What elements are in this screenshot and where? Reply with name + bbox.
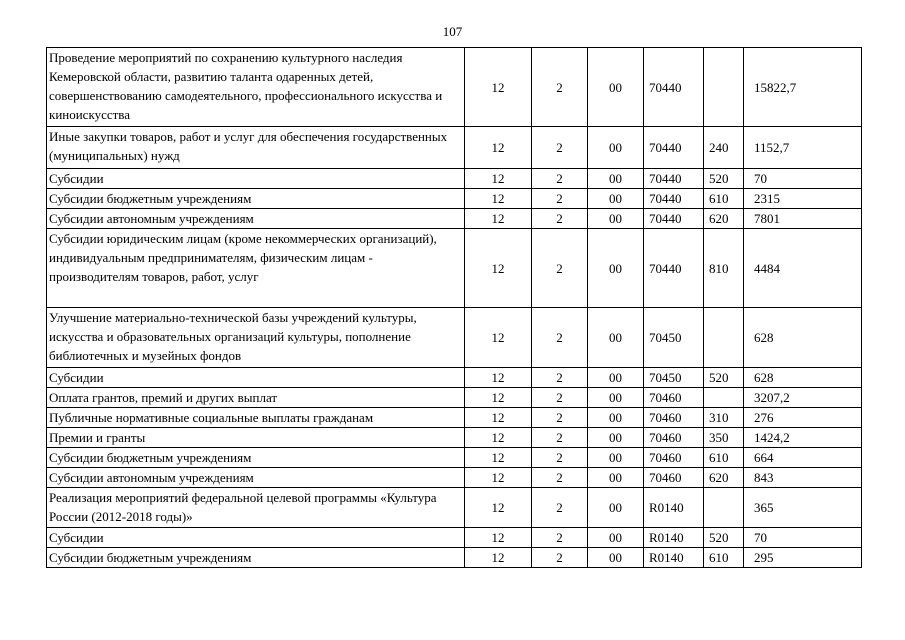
row-section: 12	[465, 548, 532, 568]
row-expense-type	[704, 308, 744, 368]
row-name: Субсидии бюджетным учреждениям	[47, 448, 465, 468]
row-target-code: 70440	[644, 48, 704, 127]
row-name: Субсидии	[47, 368, 465, 388]
row-target-code: R0140	[644, 488, 704, 528]
row-section: 12	[465, 368, 532, 388]
row-amount: 1424,2	[744, 428, 862, 448]
table-row	[47, 488, 862, 528]
row-program-code: 00	[588, 209, 644, 229]
row-subsection: 2	[532, 548, 588, 568]
row-target-code: 70440	[644, 229, 704, 308]
row-subsection: 2	[532, 169, 588, 189]
table-row	[47, 528, 862, 548]
row-subsection: 2	[532, 388, 588, 408]
table-row	[47, 189, 862, 209]
row-section: 12	[465, 127, 532, 169]
row-name: Улучшение материально-технической базы учреждений культуры, искусства и образовательных организаций культуры, пополнение библиотечных и музейных фондов	[47, 308, 465, 368]
table-row	[47, 368, 862, 388]
row-section: 12	[465, 189, 532, 209]
row-expense-type: 620	[704, 468, 744, 488]
row-name: Субсидии бюджетным учреждениям	[47, 189, 465, 209]
row-section: 12	[465, 528, 532, 548]
table-row	[47, 229, 862, 308]
row-target-code: 70450	[644, 368, 704, 388]
row-amount: 628	[744, 308, 862, 368]
row-expense-type: 240	[704, 127, 744, 169]
row-section: 12	[465, 308, 532, 368]
row-amount: 276	[744, 408, 862, 428]
row-expense-type	[704, 388, 744, 408]
row-name: Субсидии автономным учреждениям	[47, 209, 465, 229]
table-row	[47, 388, 862, 408]
row-target-code: 70440	[644, 169, 704, 189]
row-subsection: 2	[532, 127, 588, 169]
row-program-code: 00	[588, 368, 644, 388]
row-amount: 365	[744, 488, 862, 528]
row-subsection: 2	[532, 528, 588, 548]
table-row	[47, 448, 862, 468]
row-amount: 2315	[744, 189, 862, 209]
row-expense-type: 620	[704, 209, 744, 229]
row-section: 12	[465, 229, 532, 308]
row-subsection: 2	[532, 408, 588, 428]
row-expense-type: 310	[704, 408, 744, 428]
row-name: Иные закупки товаров, работ и услуг для обеспечения государственных (муниципальных) нужд	[47, 127, 465, 169]
row-target-code: 70460	[644, 428, 704, 448]
row-amount: 70	[744, 528, 862, 548]
row-subsection: 2	[532, 488, 588, 528]
row-subsection: 2	[532, 189, 588, 209]
row-section: 12	[465, 468, 532, 488]
row-expense-type: 350	[704, 428, 744, 448]
row-amount: 628	[744, 368, 862, 388]
row-program-code: 00	[588, 408, 644, 428]
budget-table	[46, 47, 862, 568]
row-expense-type: 520	[704, 368, 744, 388]
row-section: 12	[465, 408, 532, 428]
row-subsection: 2	[532, 48, 588, 127]
table-row	[47, 308, 862, 368]
row-target-code: 70440	[644, 127, 704, 169]
row-expense-type: 610	[704, 548, 744, 568]
row-section: 12	[465, 209, 532, 229]
row-subsection: 2	[532, 468, 588, 488]
row-name: Субсидии	[47, 528, 465, 548]
table-row	[47, 209, 862, 229]
row-amount: 70	[744, 169, 862, 189]
row-amount: 664	[744, 448, 862, 468]
table-row	[47, 169, 862, 189]
row-target-code: 70460	[644, 448, 704, 468]
row-name: Субсидии бюджетным учреждениям	[47, 548, 465, 568]
row-subsection: 2	[532, 229, 588, 308]
row-subsection: 2	[532, 308, 588, 368]
row-section: 12	[465, 48, 532, 127]
row-name: Субсидии автономным учреждениям	[47, 468, 465, 488]
row-program-code: 00	[588, 189, 644, 209]
table-row	[47, 468, 862, 488]
row-program-code: 00	[588, 388, 644, 408]
row-amount: 3207,2	[744, 388, 862, 408]
row-program-code: 00	[588, 169, 644, 189]
row-target-code: 70450	[644, 308, 704, 368]
row-expense-type	[704, 488, 744, 528]
row-program-code: 00	[588, 548, 644, 568]
table-row	[47, 127, 862, 169]
row-target-code: 70460	[644, 408, 704, 428]
table-row	[47, 48, 862, 127]
row-amount: 295	[744, 548, 862, 568]
row-program-code: 00	[588, 308, 644, 368]
row-section: 12	[465, 488, 532, 528]
row-program-code: 00	[588, 528, 644, 548]
row-expense-type: 610	[704, 448, 744, 468]
row-name: Премии и гранты	[47, 428, 465, 448]
row-program-code: 00	[588, 127, 644, 169]
row-subsection: 2	[532, 428, 588, 448]
page-number: 107	[442, 24, 463, 39]
row-name: Публичные нормативные социальные выплаты гражданам	[47, 408, 465, 428]
row-subsection: 2	[532, 448, 588, 468]
row-target-code: R0140	[644, 548, 704, 568]
row-amount: 1152,7	[744, 127, 862, 169]
row-program-code: 00	[588, 428, 644, 448]
table-body	[47, 48, 862, 568]
row-program-code: 00	[588, 488, 644, 528]
row-expense-type: 520	[704, 169, 744, 189]
row-target-code: R0140	[644, 528, 704, 548]
row-name: Субсидии юридическим лицам (кроме некоммерческих организаций), индивидуальным предпринимателям, физическим лицам - производителям товаров, работ, услуг	[47, 229, 465, 308]
row-name: Оплата грантов, премий и других выплат	[47, 388, 465, 408]
row-target-code: 70440	[644, 189, 704, 209]
row-subsection: 2	[532, 209, 588, 229]
row-expense-type	[704, 48, 744, 127]
row-expense-type: 520	[704, 528, 744, 548]
row-name: Субсидии	[47, 169, 465, 189]
row-name: Реализация мероприятий федеральной целевой программы «Культура России (2012-2018 годы)»	[47, 488, 465, 528]
row-program-code: 00	[588, 229, 644, 308]
row-amount: 4484	[744, 229, 862, 308]
row-target-code: 70440	[644, 209, 704, 229]
row-program-code: 00	[588, 468, 644, 488]
row-target-code: 70460	[644, 468, 704, 488]
row-amount: 7801	[744, 209, 862, 229]
row-program-code: 00	[588, 48, 644, 127]
row-amount: 15822,7	[744, 48, 862, 127]
row-program-code: 00	[588, 448, 644, 468]
table-row	[47, 548, 862, 568]
row-section: 12	[465, 388, 532, 408]
row-expense-type: 810	[704, 229, 744, 308]
row-section: 12	[465, 448, 532, 468]
table-row	[47, 408, 862, 428]
table-row	[47, 428, 862, 448]
row-target-code: 70460	[644, 388, 704, 408]
row-section: 12	[465, 169, 532, 189]
row-expense-type: 610	[704, 189, 744, 209]
row-subsection: 2	[532, 368, 588, 388]
row-section: 12	[465, 428, 532, 448]
row-name: Проведение мероприятий по сохранению культурного наследия Кемеровской области, развитию таланта одаренных детей, совершенствованию самодеятельного, профессионального искусства и киноискусства	[47, 48, 465, 127]
row-amount: 843	[744, 468, 862, 488]
